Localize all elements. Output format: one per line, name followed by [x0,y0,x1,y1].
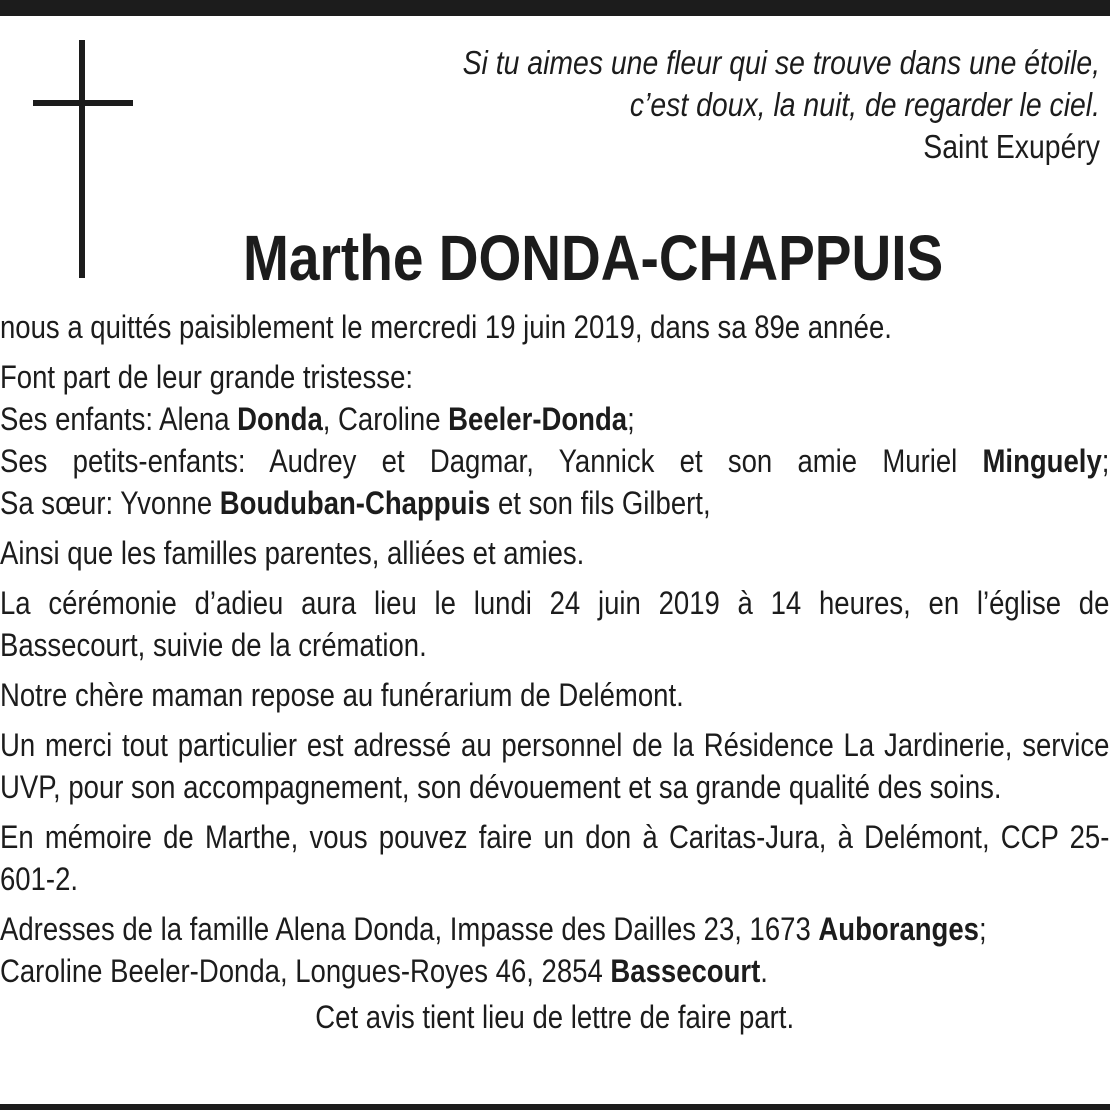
family-grandchildren [0,440,1109,482]
family-children [0,398,1109,440]
epigraph-quote [412,42,1100,168]
children-prefix: Ses enfants: Alena [0,401,238,437]
grandchildren-suffix: ; [1101,443,1110,479]
sister-surname: Bouduban-Chappuis [219,485,491,521]
deceased-name: Marthe DONDA-CHAPPUIS [242,222,944,294]
quote-line-1: Si tu aimes une fleur qui se trouve dans une étoile, [462,44,1100,81]
cross-horizontal-bar [33,100,133,106]
closing-note: Cet avis tient lieu de lettre de faire part. [315,999,795,1035]
sister-prefix: Sa sœur: Yvonne [0,485,220,521]
children-surname-2: Beeler-Donda [448,401,628,437]
announcement-text: nous a quittés paisiblement le mercredi 19 juin 2019, dans sa 89e année. [0,309,892,345]
rest-text: Notre chère maman repose au funérarium de Delémont. [0,677,684,713]
children-middle: , Caroline [322,401,449,437]
ceremony-text: La cérémonie d’adieu aura lieu le lundi 24 juin 2019 à 14 heures, en l’église de Bassecourt, suivie de la crémation. [0,585,1110,663]
sister-suffix: et son fils Gilbert, [490,485,711,521]
address-2-suffix: . [760,953,768,989]
bottom-border-rule [0,1104,1110,1110]
addresses-line-2 [0,950,1109,992]
family-intro: Font part de leur grande tristesse: [0,359,414,395]
thanks-text: Un merci tout particulier est adressé au personnel de la Résidence La Jardinerie, service UVP, pour son accompagnement, son dévouement et sa grande qualité des soins. [0,727,1110,805]
address-1-suffix: ; [978,911,987,947]
quote-line-2: c’est doux, la nuit, de regarder le ciel. [629,86,1100,123]
grandchildren-prefix: Ses petits-enfants: Audrey et Dagmar, Yannick et son amie Muriel [0,443,983,479]
addresses-line-1 [0,908,1109,950]
donation-text: En mémoire de Marthe, vous pouvez faire un don à Caritas-Jura, à Delémont, CCP 25-601-2. [0,819,1110,897]
quote-author: Saint Exupéry [923,128,1100,165]
obituary-body [0,306,1109,1038]
address-2-city: Bassecourt [610,953,761,989]
top-border-rule [0,0,1110,16]
address-1-prefix: Adresses de la famille Alena Donda, Impasse des Dailles 23, 1673 [0,911,819,947]
grandchildren-surname: Minguely [982,443,1102,479]
children-surname-1: Donda [237,401,323,437]
family-others: Ainsi que les familles parentes, alliées et amies. [0,535,585,571]
family-sister [0,482,1109,524]
address-1-city: Auboranges [818,911,979,947]
children-suffix: ; [627,401,635,437]
address-2-prefix: Caroline Beeler-Donda, Longues-Royes 46, 2854 [0,953,611,989]
